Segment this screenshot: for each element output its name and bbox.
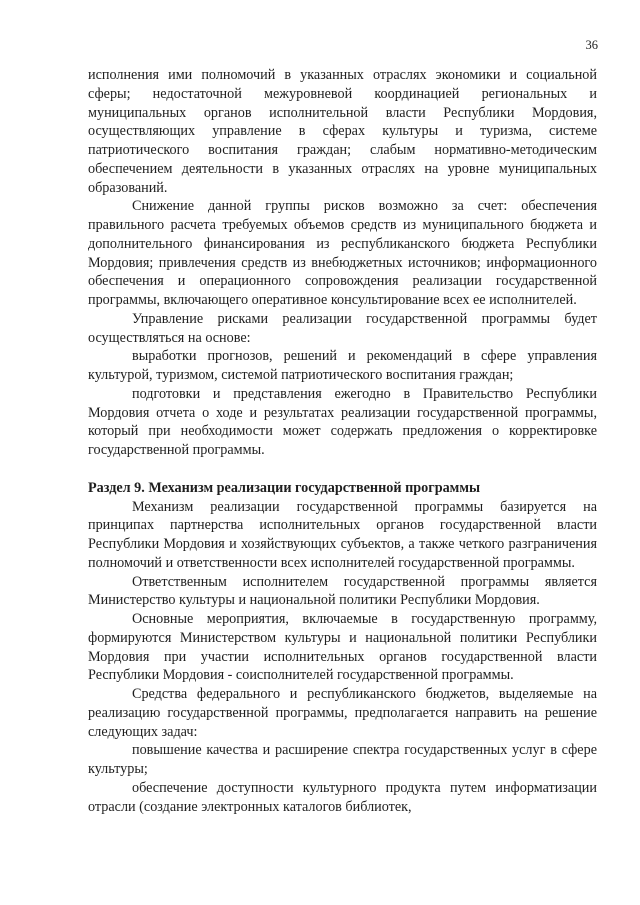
paragraph: Средства федерального и республиканского бюджетов, выделяемые на реализацию государственной программы, предполагается направить на решение следующих задач: <box>88 686 597 740</box>
paragraph: Управление рисками реализации государственной программы будет осуществляться на основе: <box>88 310 597 346</box>
paragraph: Основные мероприятия, включаемые в государственную программу, формируются Министерством культуры и национальной политики Республики Мордовия при участии исполнительных органов государственной власти Республики Мордовия - соисполнителей государственной программы. <box>88 611 597 684</box>
list-item: обеспечение доступности культурного продукта путем информатизации отрасли (создание электронных каталогов библиотек, <box>88 779 597 815</box>
paragraph: исполнения ими полномочий в указанных отраслях экономики и социальной сферы; недостаточной межуровневой координацией региональных и муниципальных органов исполнительной власти Республики Мордовия, осуществляющих управление в сферах культуры и туризма, системе патриотического воспитания граждан; слабым нормативно-методическим обеспечением деятельности в указанных отраслях на уровне муниципальных образований. <box>88 67 597 196</box>
list-item: выработки прогнозов, решений и рекомендаций в сфере управления культурой, туризмом, системой патриотического воспитания граждан; <box>88 348 597 383</box>
list-item: подготовки и представления ежегодно в Правительство Республики Мордовия отчета о ходе и результатах реализации государственной программы, который при необходимости может содержать предложения о корректировке государственной программы. <box>88 385 597 458</box>
page-number: 36 <box>585 38 598 52</box>
list-item: повышение качества и расширение спектра государственных услуг в сфере культуры; <box>88 742 597 777</box>
document-body <box>88 66 597 816</box>
paragraph: Снижение данной группы рисков возможно за счет: обеспечения правильного расчета требуемых объемов средств из муниципального бюджета и дополнительного финансирования из республиканского бюджета Республики Мордовия; привлечения средств из внебюджетных источников; информационного обеспечения и операционного сопровождения реализации государственной программы, включающего оперативное консультирование всех ее исполнителей. <box>88 198 597 308</box>
section-heading: Раздел 9. Механизм реализации государственной программы <box>88 479 481 496</box>
paragraph: Ответственным исполнителем государственной программы является Министерство культуры и национальной политики Республики Мордовия. <box>88 573 597 609</box>
paragraph: Механизм реализации государственной программы базируется на принципах партнерства исполнительных органов государственной власти Республики Мордовия и хозяйствующих субъектов, а также четкого разграничения полномочий и ответственности всех исполнителей государственной программы. <box>88 498 597 571</box>
